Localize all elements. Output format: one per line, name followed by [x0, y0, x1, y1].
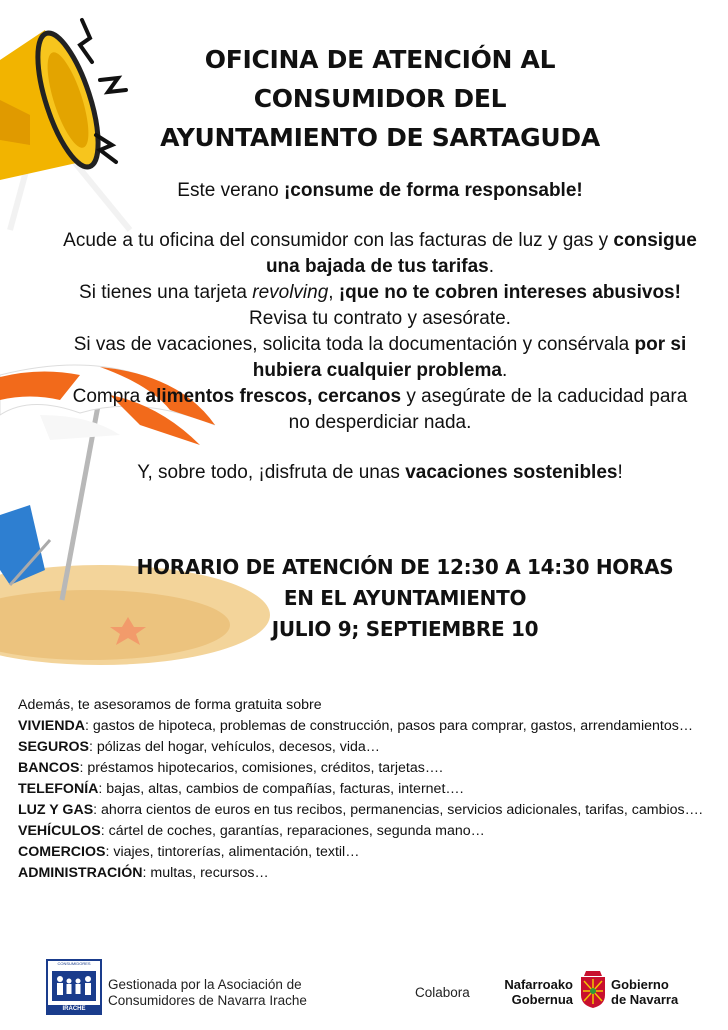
- managed-by-line-2: Consumidores de Navarra Irache: [108, 993, 307, 1008]
- de-navarra-line: de Navarra: [611, 992, 679, 1007]
- list-item: TELEFONÍA: bajas, altas, cambios de compañías, facturas, internet….: [18, 781, 464, 797]
- navarra-shield-icon: [578, 967, 608, 1009]
- schedule-block: [105, 552, 705, 645]
- schedule-line-3: JULIO 9; SEPTIEMBRE 10: [271, 617, 539, 641]
- collaborates-label: Colabora: [415, 985, 470, 1000]
- list-item: SEGUROS: pólizas del hogar, vehículos, decesos, vida…: [18, 739, 380, 755]
- services-intro: Además, te asesoramos de forma gratuita sobre: [18, 697, 322, 713]
- intro-text: [60, 178, 700, 510]
- schedule-line-1: HORARIO DE ATENCIÓN DE 12:30 A 14:30 HORAS: [136, 555, 674, 579]
- gobernua-line: Gobernua: [511, 992, 573, 1007]
- irache-logo-top-text: CONSUMIDORES: [57, 961, 91, 966]
- irache-logo: [46, 959, 102, 1015]
- schedule-line-2: EN EL AYUNTAMIENTO: [283, 586, 527, 610]
- list-item: BANCOS: préstamos hipotecarios, comisiones, créditos, tarjetas….: [18, 760, 443, 776]
- managed-by-line-1: Gestionada por la Asociación de: [108, 977, 302, 992]
- intro-paragraph-1: Este verano ¡consume de forma responsable!: [177, 180, 583, 201]
- footer: [0, 955, 728, 1025]
- nafarroako-line: Nafarroako: [504, 977, 573, 992]
- managed-by-text: [108, 977, 307, 1009]
- list-item: VIVIENDA: gastos de hipoteca, problemas de construcción, pasos para comprar, gastos, arrendamientos…: [18, 718, 694, 734]
- intro-paragraph-2: Acude a tu oficina del consumidor con las facturas de luz y gas y consigue una bajada de tus tarifas.: [63, 230, 697, 277]
- irache-logo-bottom-text: IRACHE: [48, 1005, 100, 1013]
- intro-paragraph-6: Y, sobre todo, ¡disfruta de unas vacaciones sostenibles!: [137, 462, 623, 483]
- title-line-2: CONSUMIDOR DEL: [253, 84, 507, 113]
- title-line-1: OFICINA DE ATENCIÓN AL: [204, 45, 556, 74]
- nafarroako-gobernua-text: [495, 977, 573, 1007]
- list-item: ADMINISTRACIÓN: multas, recursos…: [18, 865, 269, 881]
- list-item: LUZ Y GAS: ahorra cientos de euros en tus recibos, permanencias, servicios adicionales, tarifas, cambios….: [18, 802, 703, 818]
- list-item: COMERCIOS: viajes, tintorerías, alimentación, textil…: [18, 844, 360, 860]
- page-title: [100, 40, 660, 157]
- intro-paragraph-3: Si tienes una tarjeta revolving, ¡que no te cobren intereses abusivos! Revisa tu contrato y asesórate.: [79, 282, 681, 329]
- gobierno-navarra-text: [611, 977, 678, 1007]
- services-list: [18, 695, 712, 884]
- list-item: VEHÍCULOS: cártel de coches, garantías, reparaciones, segunda mano…: [18, 823, 485, 839]
- family-icon: [52, 971, 96, 1001]
- title-line-3: AYUNTAMIENTO DE SARTAGUDA: [160, 123, 600, 152]
- intro-paragraph-4: Si vas de vacaciones, solicita toda la documentación y consérvala por si hubiera cualquier problema.: [73, 334, 687, 381]
- gobierno-line: Gobierno: [611, 977, 669, 992]
- intro-paragraph-5: Compra alimentos frescos, cercanos y asegúrate de la caducidad para no desperdiciar nada.: [72, 386, 688, 433]
